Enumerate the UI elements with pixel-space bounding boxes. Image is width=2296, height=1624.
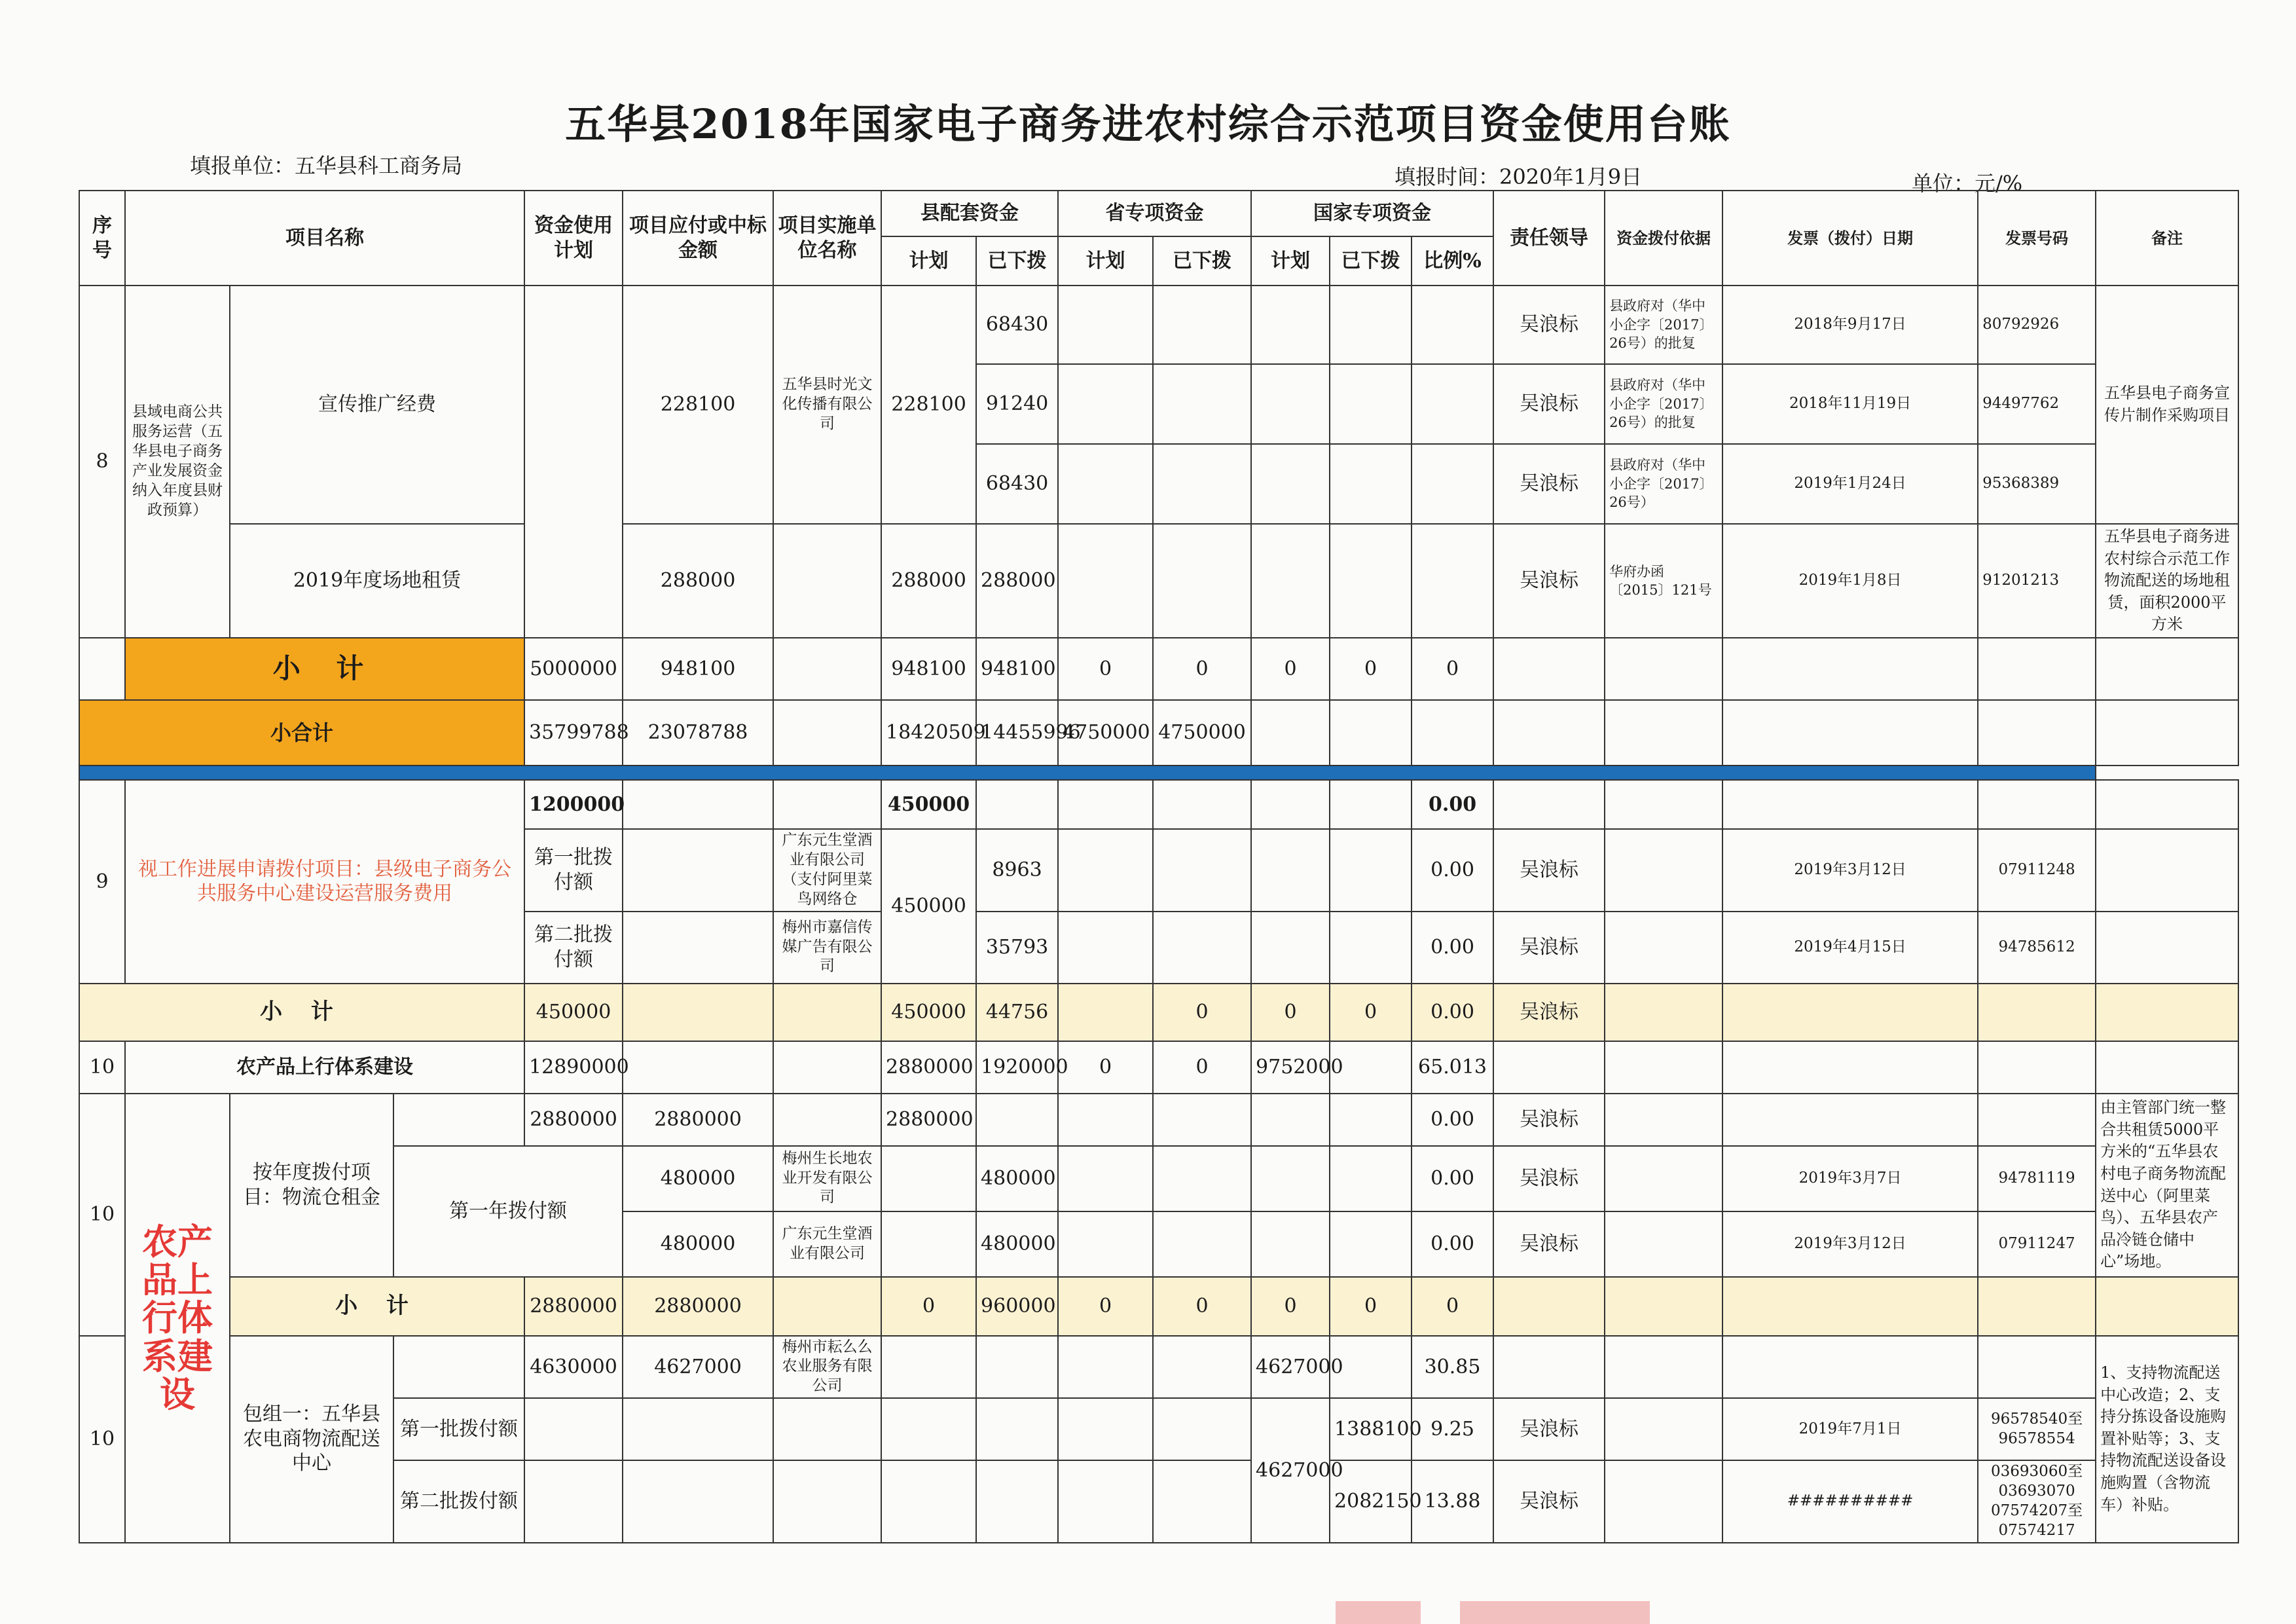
bid-amount: 228100 bbox=[623, 286, 773, 524]
invoice-no: 07911248 bbox=[1978, 829, 2096, 912]
fund-basis: 县政府对（华中小企字〔2017〕26号）的批复 bbox=[1605, 286, 1722, 364]
impl-unit: 广东元生堂酒业有限公司（支付阿里菜鸟网络仓 bbox=[773, 829, 881, 912]
total-row: 小合计 35799788 23078788 18420509 14455996 4750000 4750000 bbox=[79, 700, 2238, 766]
header-bid: 项目应付或中标金额 bbox=[623, 191, 773, 286]
table-row: 480000 广东元生堂酒业有限公司 480000 0.00 吴浪标 2019年3月12日 07911247 bbox=[79, 1211, 2238, 1277]
remark: 由主管部门统一整合共租赁5000平方米的“五华县农村电子商务物流配送中心（阿里菜鸟）、五华县农产品冷链仓储中心”场地。 bbox=[2096, 1094, 2238, 1277]
reporting-date: 填报时间：2020年1月9日 bbox=[1394, 164, 1643, 189]
header-seq: 序号 bbox=[79, 191, 125, 286]
invoice-date: 2019年3月12日 bbox=[1722, 1211, 1978, 1277]
item-name: 农产品上行体系建设 bbox=[125, 1041, 524, 1094]
item-name: 包组一：五华县农电商物流配送中心 bbox=[230, 1336, 393, 1543]
batch-label: 第一年拨付额 bbox=[393, 1146, 623, 1277]
header-county-plan: 计划 bbox=[881, 236, 976, 286]
invoice-date: 2018年11月19日 bbox=[1722, 364, 1978, 444]
seal-stamp-fragment bbox=[1336, 1601, 1421, 1624]
invoice-date: 2018年9月17日 bbox=[1722, 286, 1978, 364]
category-cell: 县域电商公共服务运营（五华县电子商务产业发展资金纳入年度县财政预算） bbox=[125, 286, 230, 638]
item-name: 2019年度场地租赁 bbox=[230, 524, 524, 638]
header-prov: 省专项资金 bbox=[1058, 191, 1251, 236]
row-seq: 10 bbox=[79, 1041, 125, 1094]
remark: 五华县电子商务宣传片制作采购项目 bbox=[2096, 286, 2238, 524]
invoice-no bbox=[1978, 1460, 2096, 1543]
header-remark: 备注 bbox=[2096, 191, 2238, 286]
invoice-no: 94785612 bbox=[1978, 912, 2096, 984]
invoice-date: 2019年4月15日 bbox=[1722, 912, 1978, 984]
table-row bbox=[79, 286, 2238, 364]
county-paid: 68430 bbox=[976, 444, 1058, 524]
subtotal-row: 小 计 2880000 2880000 0 960000 0 0 0 0 0 bbox=[79, 1277, 2238, 1336]
item-name: 按年度拨付项目：物流仓租金 bbox=[230, 1094, 393, 1277]
reporting-unit: 填报单位：五华县科工商务局 bbox=[190, 153, 463, 178]
page-title: 五华县2018年国家电子商务进农村综合示范项目资金使用台账 bbox=[565, 100, 1731, 148]
remark: 1、支持物流配送中心改造；2、支持分拣设备设施购置补贴等；3、支持物流配送设备设施购置（含物流车）补贴。 bbox=[2096, 1336, 2238, 1543]
table-row: 第二批拨付额 2082150 13.88 吴浪标 ########## 03693060至03693070 07574207至07574217 bbox=[79, 1460, 2238, 1543]
row-seq: 10 bbox=[79, 1336, 125, 1543]
seal-stamp-fragment bbox=[1460, 1601, 1650, 1624]
table-row: 第一年拨付额 480000 梅州生长地农业开发有限公司 480000 0.00 吴浪标 2019年3月7日 94781119 bbox=[79, 1146, 2238, 1211]
table-row: 10 农产品上行体系建设 12890000 2880000 1920000 0 0 9752000 65.013 bbox=[79, 1041, 2238, 1094]
batch-label: 第一批拨付额 bbox=[393, 1398, 524, 1460]
batch-label: 第一批拨付额 bbox=[524, 829, 623, 912]
invoice-no: 94781119 bbox=[1978, 1146, 2096, 1211]
header-leader: 责任领导 bbox=[1493, 191, 1605, 286]
leader: 吴浪标 bbox=[1493, 444, 1605, 524]
subtotal-row: 小 计 450000 450000 44756 0 0 0 0.00 吴浪标 bbox=[79, 984, 2238, 1041]
table-row: 第一批拨付额 广东元生堂酒业有限公司（支付阿里菜鸟网络仓 450000 8963 0.00 吴浪标 2019年3月12日 07911248 bbox=[79, 829, 2238, 912]
invoice-no-line: 03693060至03693070 bbox=[1991, 1463, 2083, 1500]
header-basis: 资金拨付依据 bbox=[1605, 191, 1722, 286]
leader: 吴浪标 bbox=[1493, 912, 1605, 984]
total-label: 小合计 bbox=[79, 700, 524, 766]
header-nat: 国家专项资金 bbox=[1251, 191, 1493, 236]
header-invoice-date: 发票（拨付）日期 bbox=[1722, 191, 1978, 286]
header-county-paid: 已下拨 bbox=[976, 236, 1058, 286]
impl-unit: 梅州生长地农业开发有限公司 bbox=[773, 1146, 881, 1211]
header-row bbox=[79, 191, 2238, 236]
leader: 吴浪标 bbox=[1493, 829, 1605, 912]
table-row: 第一批拨付额 4627000 1388100 9.25 吴浪标 2019年7月1日 96578540至96578554 bbox=[79, 1398, 2238, 1460]
header-invoice-no: 发票号码 bbox=[1978, 191, 2096, 286]
item-name: 视工作进展申请拨付项目：县级电子商务公共服务中心建设运营服务费用 bbox=[125, 780, 524, 984]
currency-unit: 单位：元/% bbox=[1912, 171, 2023, 196]
subtotal-label: 小 计 bbox=[230, 1277, 524, 1336]
row-seq: 10 bbox=[79, 1094, 125, 1336]
leader: 吴浪标 bbox=[1493, 1398, 1605, 1460]
table-row: 10 包组一：五华县农电商物流配送中心 4630000 4627000 梅州市耘么么农业服务有限公司 4627000 30.85 1、支持物流配送中心改造；2、支持分拣设备设施购置补贴等；3、支持物流配送设备设施购置（含物流车）补贴。 bbox=[79, 1336, 2238, 1399]
leader: 吴浪标 bbox=[1493, 984, 1605, 1041]
invoice-date: 2019年1月24日 bbox=[1722, 444, 1978, 524]
table-row: 10 农产品上行体系建设 按年度拨付项目：物流仓租金 2880000 2880000 2880000 0.00 吴浪标 由主管部门统一整合共租赁5000平方米的“五华县农村电子商务物流配送中心（阿里菜鸟）、五华县农产品冷链仓储中心”场地。 bbox=[79, 1094, 2238, 1146]
fund-basis: 县政府对（华中小企字〔2017〕26号） bbox=[1605, 444, 1722, 524]
row-seq: 9 bbox=[79, 780, 125, 984]
header-prov-plan: 计划 bbox=[1058, 236, 1153, 286]
fund-ledger-table bbox=[79, 190, 2239, 1543]
invoice-no: 91201213 bbox=[1978, 524, 2096, 638]
leader: 吴浪标 bbox=[1493, 1211, 1605, 1277]
bid-amount: 288000 bbox=[623, 524, 773, 638]
impl-unit: 广东元生堂酒业有限公司 bbox=[773, 1211, 881, 1277]
fund-basis: 华府办函〔2015〕121号 bbox=[1605, 524, 1722, 638]
table-row: 第二批拨付额 梅州市嘉信传媒广告有限公司 35793 0.00 吴浪标 2019年4月15日 94785612 bbox=[79, 912, 2238, 984]
batch-label: 第二批拨付额 bbox=[393, 1460, 524, 1543]
header-nat-paid: 已下拨 bbox=[1330, 236, 1412, 286]
subtotal-label: 小 计 bbox=[125, 638, 524, 700]
invoice-date: 2019年1月8日 bbox=[1722, 524, 1978, 638]
header-prov-paid: 已下拨 bbox=[1153, 236, 1251, 286]
header-plan: 资金使用计划 bbox=[524, 191, 623, 286]
leader: 吴浪标 bbox=[1493, 1460, 1605, 1543]
subtotal-label: 小 计 bbox=[79, 984, 524, 1041]
county-paid: 288000 bbox=[976, 524, 1058, 638]
fund-basis: 县政府对（华中小企字〔2017〕26号）的批复 bbox=[1605, 364, 1722, 444]
leader: 吴浪标 bbox=[1493, 524, 1605, 638]
section-divider bbox=[79, 766, 2238, 780]
remark: 五华县电子商务进农村综合示范工作物流配送的场地租赁，面积2000平方米 bbox=[2096, 524, 2238, 638]
subtotal-row: 小 计 5000000 948100 948100 948100 0 0 0 0 0 bbox=[79, 638, 2238, 700]
county-plan: 228100 bbox=[881, 286, 976, 524]
invoice-date: 2019年3月7日 bbox=[1722, 1146, 1978, 1211]
batch-label: 第二批拨付额 bbox=[524, 912, 623, 984]
header-county: 县配套资金 bbox=[881, 191, 1058, 236]
invoice-date: ########## bbox=[1722, 1460, 1978, 1543]
invoice-no: 94497762 bbox=[1978, 364, 2096, 444]
invoice-no-line: 07574207至07574217 bbox=[1991, 1502, 2083, 1539]
county-plan: 288000 bbox=[881, 524, 976, 638]
table-row bbox=[79, 524, 2238, 638]
invoice-no: 96578540至96578554 bbox=[1978, 1398, 2096, 1460]
row-seq: 8 bbox=[79, 286, 125, 638]
impl-unit: 梅州市耘么么农业服务有限公司 bbox=[773, 1336, 881, 1399]
invoice-no: 95368389 bbox=[1978, 444, 2096, 524]
header-name: 项目名称 bbox=[125, 191, 524, 286]
leader: 吴浪标 bbox=[1493, 286, 1605, 364]
header-nat-ratio: 比例% bbox=[1412, 236, 1493, 286]
invoice-date: 2019年7月1日 bbox=[1722, 1398, 1978, 1460]
leader: 吴浪标 bbox=[1493, 364, 1605, 444]
invoice-no: 07911247 bbox=[1978, 1211, 2096, 1277]
table-row: 9 视工作进展申请拨付项目：县级电子商务公共服务中心建设运营服务费用 1200000 450000 0.00 bbox=[79, 780, 2238, 829]
invoice-no: 80792926 bbox=[1978, 286, 2096, 364]
leader: 吴浪标 bbox=[1493, 1094, 1605, 1146]
item-name: 宣传推广经费 bbox=[230, 286, 524, 524]
header-impl: 项目实施单位名称 bbox=[773, 191, 881, 286]
invoice-date: 2019年3月12日 bbox=[1722, 829, 1978, 912]
header-nat-plan: 计划 bbox=[1251, 236, 1330, 286]
impl-unit: 五华县时光文化传播有限公司 bbox=[773, 286, 881, 524]
vertical-category-label: 农产品上行体系建设 bbox=[125, 1094, 230, 1543]
impl-unit: 梅州市嘉信传媒广告有限公司 bbox=[773, 912, 881, 984]
county-paid: 68430 bbox=[976, 286, 1058, 364]
leader: 吴浪标 bbox=[1493, 1146, 1605, 1211]
county-paid: 91240 bbox=[976, 364, 1058, 444]
